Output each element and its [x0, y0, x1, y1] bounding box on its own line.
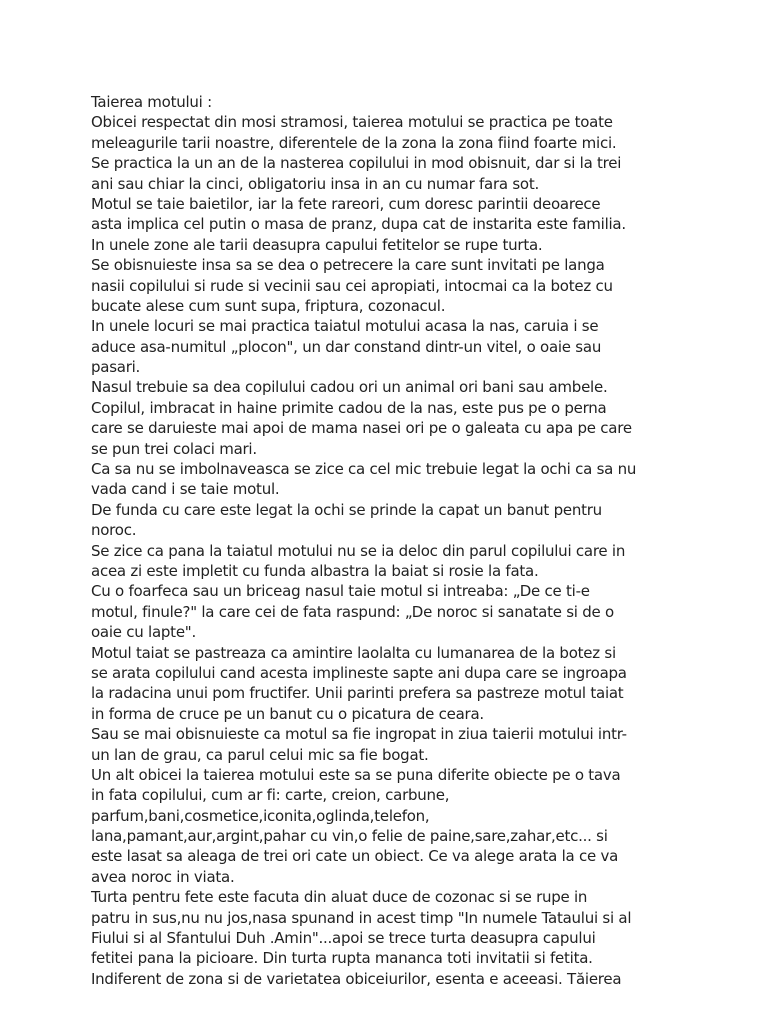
text-line: bucate alese cum sunt supa, friptura, cozonacul. [91, 296, 446, 315]
text-line: fetitei pana la picioare. Din turta rupta mananca toti invitatii si fetita. [91, 949, 593, 968]
text-line: un lan de grau, ca parul celui mic sa fie bogat. [91, 745, 429, 764]
text-line: asta implica cel putin o masa de pranz, dupa cat de instarita este familia. [91, 215, 626, 234]
text-line: De funda cu care este legat la ochi se prinde la capat un banut pentru [91, 500, 602, 519]
text-line: Se practica la un an de la nasterea copilului in mod obisnuit, dar si la trei [91, 154, 622, 173]
text-line: ani sau chiar la cinci, obligatoriu insa in an cu numar fara sot. [91, 174, 540, 193]
text-line: Ca sa nu se imbolnaveasca se zice ca cel mic trebuie legat la ochi ca sa nu [91, 460, 637, 479]
text-line: aduce asa-numitul „plocon", un dar constand dintr-un vitel, o oaie sau [91, 337, 602, 356]
document-body [91, 92, 691, 989]
text-line: care se daruieste mai apoi de mama nasei ori pe o galeata cu apa pe care [91, 419, 632, 438]
text-line: Obicei respectat din mosi stramosi, taierea motului se practica pe toate [91, 113, 613, 132]
text-line: avea noroc in viata. [91, 867, 235, 886]
text-line: Nasul trebuie sa dea copilului cadou ori un animal ori bani sau ambele. [91, 378, 608, 397]
text-line: este lasat sa aleaga de trei ori cate un obiect. Ce va alege arata la ce va [91, 847, 619, 866]
text-line: lana,pamant,aur,argint,pahar cu vin,o felie de paine,sare,zahar,etc... si [91, 827, 608, 846]
text-line: Motul taiat se pastreaza ca amintire laolalta cu lumanarea de la botez si [91, 643, 616, 662]
text-line: nasii copilului si rude si vecinii sau cei apropiati, intocmai ca la botez cu [91, 276, 613, 295]
text-line: Un alt obicei la taierea motului este sa se puna diferite obiecte pe o tava [91, 765, 621, 784]
text-line: Se obisnuieste insa sa se dea o petrecere la care sunt invitati pe langa [91, 256, 605, 275]
text-line: patru in sus,nu nu jos,nasa spunand in acest timp "In numele Tataului si al [91, 908, 632, 927]
text-line: pasari. [91, 358, 141, 377]
text-line: Indiferent de zona si de varietatea obiceiurilor, esenta e aceeasi. Tăierea [91, 969, 622, 988]
text-line: Cu o foarfeca sau un briceag nasul taie motul si intreaba: „De ce ti-e [91, 582, 590, 601]
text-line: acea zi este impletit cu funda albastra la baiat si rosie la fata. [91, 561, 539, 580]
text-line: Copilul, imbracat in haine primite cadou de la nas, este pus pe o perna [91, 398, 607, 417]
text-line: Se zice ca pana la taiatul motului nu se ia deloc din parul copilului care in [91, 541, 626, 560]
text-line: noroc. [91, 521, 137, 540]
text-line: parfum,bani,cosmetice,iconita,oglinda,telefon, [91, 806, 430, 825]
text-line: se pun trei colaci mari. [91, 439, 257, 458]
text-line: vada cand i se taie motul. [91, 480, 280, 499]
text-line: In unele locuri se mai practica taiatul motului acasa la nas, caruia i se [91, 317, 599, 336]
text-line: in forma de cruce pe un banut cu o picatura de ceara. [91, 704, 484, 723]
text-line: motul, finule?" la care cei de fata raspund: „De noroc si sanatate si de o [91, 602, 614, 621]
text-line: Turta pentru fete este facuta din aluat duce de cozonac si se rupe in [91, 888, 588, 907]
text-line: Fiului si al Sfantului Duh .Amin"...apoi se trece turta deasupra capului [91, 929, 596, 948]
text-line: In unele zone ale tarii deasupra capului fetitelor se rupe turta. [91, 235, 543, 254]
document-heading: Taierea motului : [91, 93, 212, 111]
text-line: meleagurile tarii noastre, diferentele de la zona la zona fiind foarte mici. [91, 133, 617, 152]
text-line: oaie cu lapte". [91, 623, 196, 642]
text-line: se arata copilului cand acesta implineste sapte ani dupa care se ingroapa [91, 663, 627, 682]
text-line: Sau se mai obisnuieste ca motul sa fie ingropat in ziua taierii motului intr- [91, 725, 627, 744]
text-line: in fata copilului, cum ar fi: carte, creion, carbune, [91, 786, 450, 805]
text-line: Motul se taie baietilor, iar la fete rareori, cum doresc parintii deoarece [91, 194, 601, 213]
text-line: la radacina unui pom fructifer. Unii parinti prefera sa pastreze motul taiat [91, 684, 624, 703]
